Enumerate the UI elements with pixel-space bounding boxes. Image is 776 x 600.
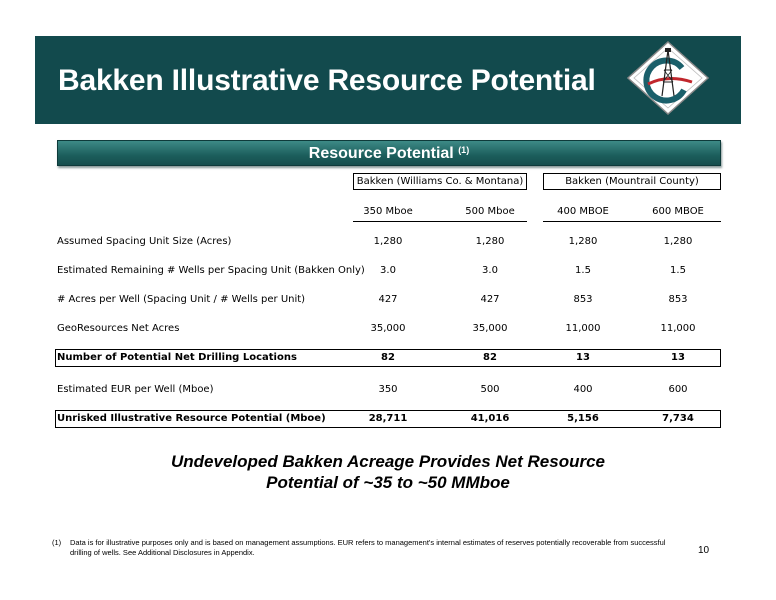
cell-value: 11,000 — [565, 323, 601, 334]
cell-value: 7,734 — [662, 413, 694, 424]
cell-value: 1.5 — [670, 265, 686, 276]
row-label: GeoResources Net Acres — [57, 323, 180, 334]
row-label: Assumed Spacing Unit Size (Acres) — [57, 236, 232, 247]
cell-value: 13 — [576, 352, 590, 363]
cell-value: 400 — [573, 384, 593, 395]
column-header: 500 Mboe — [465, 206, 515, 217]
company-logo — [626, 40, 710, 116]
row-label: Unrisked Illustrative Resource Potential (Mboe) — [57, 413, 326, 424]
cell-value: 13 — [671, 352, 685, 363]
tagline-line-1: Undeveloped Bakken Acreage Provides Net Resource — [171, 452, 605, 471]
row-label: Number of Potential Net Drilling Locations — [57, 352, 297, 363]
cell-value: 41,016 — [470, 413, 510, 424]
cell-value: 600 — [668, 384, 688, 395]
cell-value: 1,280 — [475, 236, 505, 247]
tagline-line-2: Potential of ~35 to ~50 MMboe — [266, 473, 510, 492]
table-row-highlighted — [55, 410, 721, 428]
tagline — [0, 451, 776, 493]
cell-value: 500 — [480, 384, 500, 395]
cell-value: 427 — [480, 294, 500, 305]
resource-potential-banner — [57, 140, 721, 166]
cell-value: 82 — [381, 352, 395, 363]
table-row — [55, 262, 721, 280]
footnote-text: Data is for illustrative purposes only and is based on management assumptions. EUR refers to management's internal estimates of reserves potentially recoverable from successful drilling of wells. See Additional Disclosures in Appendix. — [70, 538, 666, 557]
table-row — [55, 291, 721, 309]
cell-value: 5,156 — [567, 413, 599, 424]
cell-value: 3.0 — [482, 265, 498, 276]
cell-value: 35,000 — [472, 323, 508, 334]
column-header: 400 MBOE — [557, 206, 609, 217]
cell-value: 11,000 — [660, 323, 696, 334]
cell-value: 350 — [378, 384, 398, 395]
cell-value: 853 — [668, 294, 688, 305]
cell-value: 35,000 — [370, 323, 406, 334]
banner-footnote-ref: (1) — [458, 145, 470, 155]
cell-value: 1,280 — [663, 236, 693, 247]
group-header-williams: Bakken (Williams Co. & Montana) — [353, 173, 527, 190]
cell-value: 82 — [483, 352, 497, 363]
cell-value: 1,280 — [568, 236, 598, 247]
footnote-number: (1) — [52, 538, 62, 547]
divider — [353, 221, 527, 222]
cell-value: 1,280 — [373, 236, 403, 247]
table-row — [55, 320, 721, 338]
cell-value: 853 — [573, 294, 593, 305]
table-row-highlighted — [55, 349, 721, 367]
table-row — [55, 381, 721, 399]
page-number: 10 — [698, 545, 710, 556]
oil-derrick-logo-icon — [626, 40, 710, 116]
table-row — [55, 233, 721, 251]
row-label: Estimated Remaining # Wells per Spacing Unit (Bakken Only) — [57, 265, 365, 276]
group-header-mountrail: Bakken (Mountrail County) — [543, 173, 721, 190]
row-label: # Acres per Well (Spacing Unit / # Wells per Unit) — [57, 294, 306, 305]
cell-value: 28,711 — [368, 413, 408, 424]
column-header: 600 MBOE — [652, 206, 704, 217]
divider — [543, 221, 721, 222]
page-title: Bakken Illustrative Resource Potential — [58, 64, 596, 97]
cell-value: 427 — [378, 294, 398, 305]
cell-value: 1.5 — [575, 265, 591, 276]
column-header: 350 Mboe — [363, 206, 413, 217]
cell-value: 3.0 — [380, 265, 396, 276]
banner-title: Resource Potential — [308, 145, 454, 162]
row-label: Estimated EUR per Well (Mboe) — [57, 384, 214, 395]
